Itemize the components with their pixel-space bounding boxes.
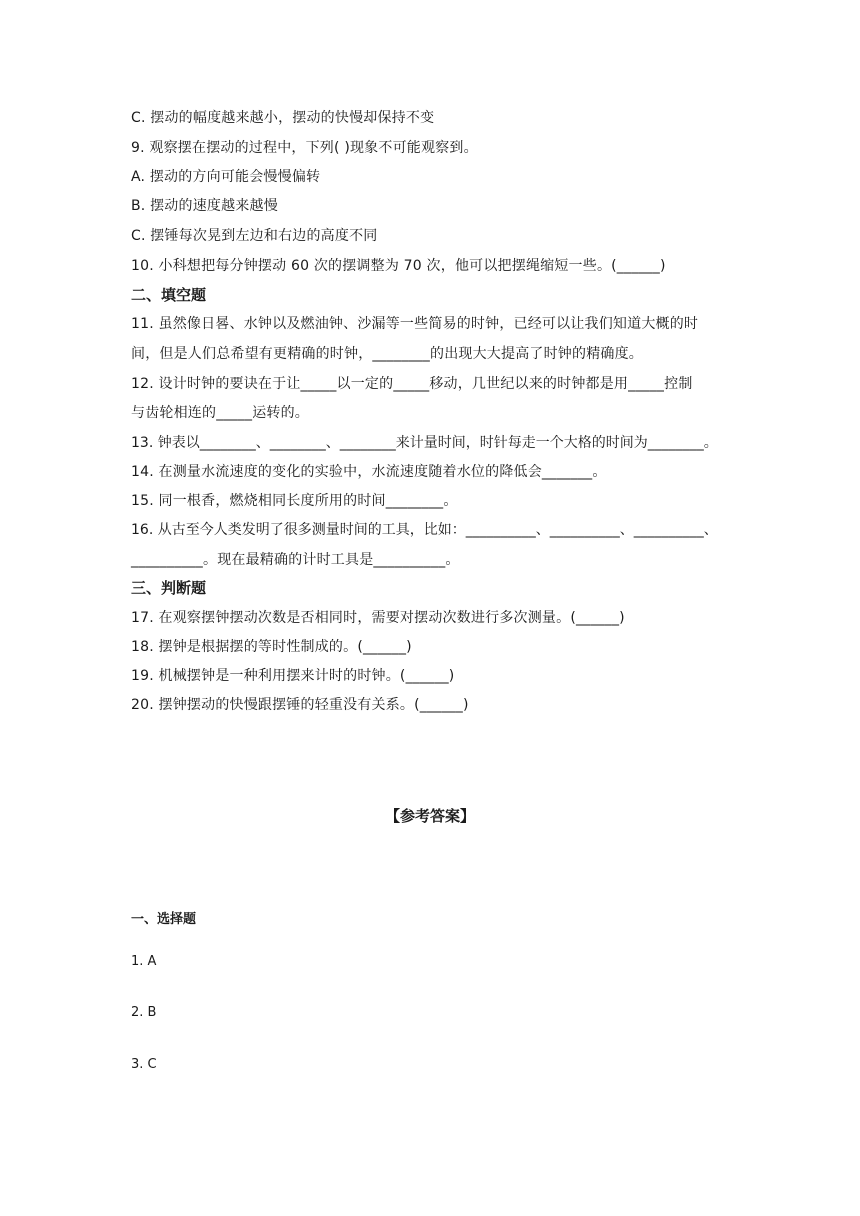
- question-12-line1: 12. 设计时钟的要诀在于让_____以一定的_____移动，几世纪以来的时钟都是用_____控制: [131, 376, 693, 392]
- question-18: 18. 摆钟是根据摆的等时性制成的。(______): [131, 639, 412, 655]
- answer-item: 3. C: [131, 1057, 157, 1072]
- answers-title: 【参考答案】: [384, 807, 475, 825]
- answer-item: 1. A: [131, 954, 157, 969]
- question-10: 10. 小科想把每分钟摆动 60 次的摆调整为 70 次，他可以把摆绳缩短一些。(______): [131, 258, 666, 274]
- q9-option-b: B. 摆动的速度越来越慢: [131, 198, 278, 214]
- question-16-line1: 16. 从古至今人类发明了很多测量时间的工具，比如：__________、__________、__________、: [131, 522, 718, 538]
- question-9: 9. 观察摆在摆动的过程中，下列( )现象不可能观察到。: [131, 140, 478, 156]
- question-12-line2: 与齿轮相连的_____运转的。: [131, 405, 309, 421]
- question-11-line1: 11. 虽然像日晷、水钟以及燃油钟、沙漏等一些简易的时钟，已经可以让我们知道大概的时: [131, 316, 699, 332]
- answer-item: 2. B: [131, 1005, 157, 1020]
- q9-option-a: A. 摆动的方向可能会慢慢偏转: [131, 169, 321, 185]
- q8-option-c: C. 摆动的幅度越来越小，摆动的快慢却保持不变: [131, 110, 435, 126]
- question-17: 17. 在观察摆钟摆动次数是否相同时，需要对摆动次数进行多次测量。(______): [131, 610, 625, 626]
- question-19: 19. 机械摆钟是一种利用摆来计时的时钟。(______): [131, 668, 455, 684]
- question-13: 13. 钟表以________、________、________来计量时间，时针每走一个大格的时间为________。: [131, 435, 718, 451]
- question-11-line2: 间，但是人们总希望有更精确的时钟，________的出现大大提高了时钟的精确度。: [131, 346, 643, 362]
- question-16-line2: __________。现在最精确的计时工具是__________。: [131, 552, 460, 568]
- q9-option-c: C. 摆锤每次晃到左边和右边的高度不同: [131, 228, 378, 244]
- question-14: 14. 在测量水流速度的变化的实验中，水流速度随着水位的降低会_______。: [131, 464, 607, 480]
- question-15: 15. 同一根香，燃烧相同长度所用的时间________。: [131, 493, 458, 509]
- section-heading-true-false: 三、判断题: [131, 579, 207, 597]
- answers-section-heading: 一、选择题: [131, 912, 197, 927]
- section-heading-fill-blank: 二、填空题: [131, 286, 207, 304]
- question-20: 20. 摆钟摆动的快慢跟摆锤的轻重没有关系。(______): [131, 697, 469, 713]
